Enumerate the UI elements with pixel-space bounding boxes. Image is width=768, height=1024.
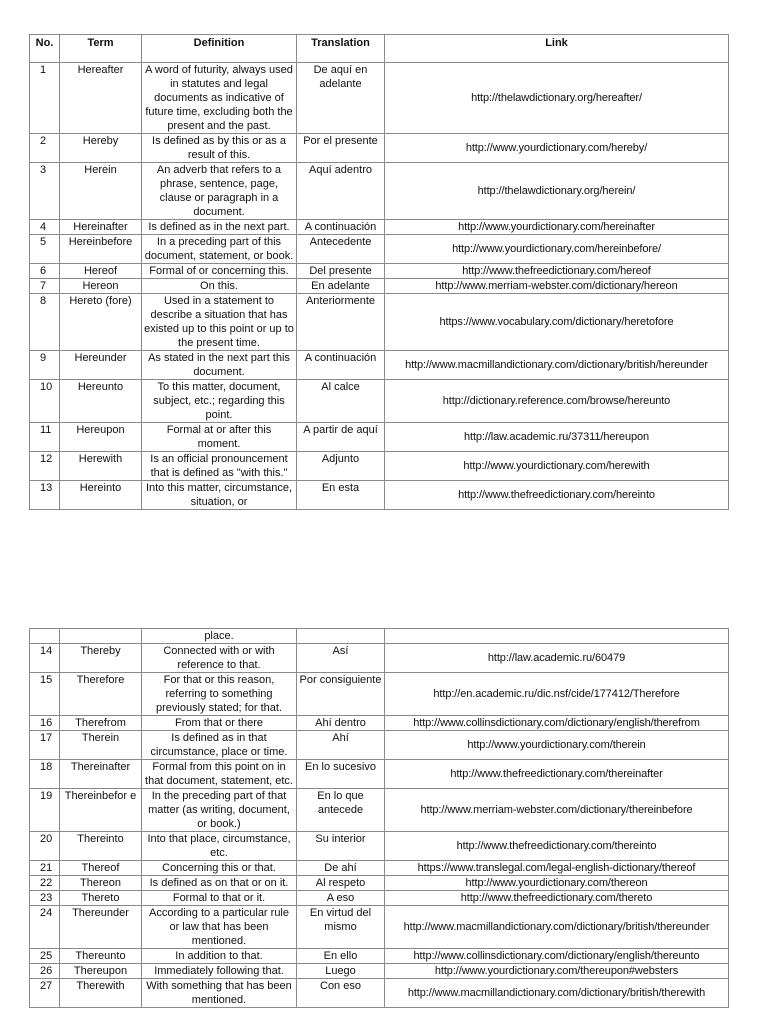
cell-translation: Ahí — [297, 731, 385, 760]
cell-definition: Formal of or concerning this. — [142, 264, 297, 279]
header-term: Term — [60, 35, 142, 63]
cell-no: 16 — [30, 716, 60, 731]
cell-no: 2 — [30, 134, 60, 163]
cell-term: Thereunder — [60, 906, 142, 949]
cell-definition: Formal from this point on in that document, statement, etc. — [142, 760, 297, 789]
table-row — [30, 861, 729, 876]
link-url[interactable]: http://thelawdictionary.org/herein/ — [385, 163, 729, 220]
cell-term: Therewith — [60, 979, 142, 1008]
cell-translation: Por el presente — [297, 134, 385, 163]
cell-term: Thereinafter — [60, 760, 142, 789]
cell-term: Hereunto — [60, 380, 142, 423]
link-url[interactable]: http://www.yourdictionary.com/herewith — [385, 452, 729, 481]
cell-term: Thereon — [60, 876, 142, 891]
cell-no: 3 — [30, 163, 60, 220]
link-url[interactable]: http://www.yourdictionary.com/thereupon#websters — [385, 964, 729, 979]
cell-no: 21 — [30, 861, 60, 876]
cell-definition: Is defined as on that or on it. — [142, 876, 297, 891]
cell-definition: Immediately following that. — [142, 964, 297, 979]
table-row — [30, 906, 729, 949]
cell-definition: In the preceding part of that matter (as writing, document, or book.) — [142, 789, 297, 832]
cell-translation: En esta — [297, 481, 385, 510]
link-url[interactable]: http://www.yourdictionary.com/therein — [385, 731, 729, 760]
cell-definition: Is an official pronouncement that is defined as "with this." — [142, 452, 297, 481]
link-url[interactable]: http://www.yourdictionary.com/hereinbefore/ — [385, 235, 729, 264]
cell-definition: According to a particular rule or law that has been mentioned. — [142, 906, 297, 949]
cell-term: Hereby — [60, 134, 142, 163]
cell-translation: De ahí — [297, 861, 385, 876]
cell-definition: With something that has been mentioned. — [142, 979, 297, 1008]
link-url[interactable]: http://www.merriam-webster.com/dictionary/thereinbefore — [385, 789, 729, 832]
cell-no: 11 — [30, 423, 60, 452]
table-row — [30, 452, 729, 481]
cell-no: 7 — [30, 279, 60, 294]
cell-no: 15 — [30, 673, 60, 716]
table-row — [30, 380, 729, 423]
cell-translation: De aquí en adelante — [297, 63, 385, 134]
cell-no: 9 — [30, 351, 60, 380]
cell-term: Thereupon — [60, 964, 142, 979]
cell-term — [60, 629, 142, 644]
cell-translation: Antecedente — [297, 235, 385, 264]
cell-translation: Por consiguiente — [297, 673, 385, 716]
cell-definition: As stated in the next part this document. — [142, 351, 297, 380]
cell-translation: Del presente — [297, 264, 385, 279]
cell-term: Hereupon — [60, 423, 142, 452]
link-url[interactable]: http://en.academic.ru/dic.nsf/cide/177412/Therefore — [385, 673, 729, 716]
table-row — [30, 832, 729, 861]
cell-definition: Connected with or with reference to that. — [142, 644, 297, 673]
cell-definition: Is defined as by this or as a result of this. — [142, 134, 297, 163]
cell-definition: On this. — [142, 279, 297, 294]
cell-translation: En ello — [297, 949, 385, 964]
table-row — [30, 964, 729, 979]
glossary-table-part-2 — [29, 628, 729, 1008]
cell-translation: Anteriormente — [297, 294, 385, 351]
table-row — [30, 235, 729, 264]
cell-link — [385, 629, 729, 644]
cell-term: Therefrom — [60, 716, 142, 731]
cell-translation: En virtud del mismo — [297, 906, 385, 949]
cell-translation: Luego — [297, 964, 385, 979]
table-row — [30, 163, 729, 220]
cell-definition: Into this matter, circumstance, situation, or — [142, 481, 297, 510]
table-row — [30, 481, 729, 510]
cell-term: Hereinafter — [60, 220, 142, 235]
link-url[interactable]: http://law.academic.ru/37311/hereupon — [385, 423, 729, 452]
cell-definition: Is defined as in the next part. — [142, 220, 297, 235]
cell-term: Thereof — [60, 861, 142, 876]
cell-term: Hereafter — [60, 63, 142, 134]
cell-definition: Into that place, circumstance, etc. — [142, 832, 297, 861]
link-url[interactable]: https://www.translegal.com/legal-english-dictionary/thereof — [385, 861, 729, 876]
cell-no: 18 — [30, 760, 60, 789]
cell-translation — [297, 629, 385, 644]
link-url[interactable]: http://www.thefreedictionary.com/hereof — [385, 264, 729, 279]
cell-no: 5 — [30, 235, 60, 264]
header-definition: Definition — [142, 35, 297, 63]
cell-translation: A eso — [297, 891, 385, 906]
cell-definition: Is defined as in that circumstance, place or time. — [142, 731, 297, 760]
cell-no — [30, 629, 60, 644]
cell-no: 24 — [30, 906, 60, 949]
cell-definition: place. — [142, 629, 297, 644]
header-link: Link — [385, 35, 729, 63]
cell-term: Herewith — [60, 452, 142, 481]
link-url[interactable]: http://www.collinsdictionary.com/dictionary/english/therefrom — [385, 716, 729, 731]
cell-definition: From that or there — [142, 716, 297, 731]
link-url[interactable]: http://www.thefreedictionary.com/hereinto — [385, 481, 729, 510]
link-url[interactable]: http://www.yourdictionary.com/hereinafter — [385, 220, 729, 235]
link-url[interactable]: http://www.thefreedictionary.com/thereto — [385, 891, 729, 906]
cell-term: Thereby — [60, 644, 142, 673]
table-row — [30, 279, 729, 294]
cell-definition: Formal at or after this moment. — [142, 423, 297, 452]
cell-translation: Así — [297, 644, 385, 673]
table-row-continuation — [30, 629, 729, 644]
cell-no: 4 — [30, 220, 60, 235]
table-row — [30, 789, 729, 832]
link-url[interactable]: http://dictionary.reference.com/browse/hereunto — [385, 380, 729, 423]
table-row — [30, 220, 729, 235]
header-translation: Translation — [297, 35, 385, 63]
cell-term: Therefore — [60, 673, 142, 716]
cell-translation: En lo que antecede — [297, 789, 385, 832]
cell-no: 14 — [30, 644, 60, 673]
cell-term: Hereof — [60, 264, 142, 279]
cell-no: 12 — [30, 452, 60, 481]
table-row — [30, 63, 729, 134]
cell-no: 10 — [30, 380, 60, 423]
cell-definition: A word of futurity, always used in statutes and legal documents as indicative of future time, excluding both the present and the past. — [142, 63, 297, 134]
table-row — [30, 423, 729, 452]
table-header-row — [30, 35, 729, 63]
table-row — [30, 264, 729, 279]
link-url[interactable]: http://www.macmillandictionary.com/dictionary/british/hereunder — [385, 351, 729, 380]
cell-definition: In a preceding part of this document, statement, or book. — [142, 235, 297, 264]
cell-no: 19 — [30, 789, 60, 832]
cell-translation: Su interior — [297, 832, 385, 861]
cell-no: 22 — [30, 876, 60, 891]
cell-definition: Formal to that or it. — [142, 891, 297, 906]
link-url[interactable]: http://www.yourdictionary.com/hereby/ — [385, 134, 729, 163]
cell-definition: In addition to that. — [142, 949, 297, 964]
cell-no: 13 — [30, 481, 60, 510]
header-no: No. — [30, 35, 60, 63]
table-row — [30, 731, 729, 760]
cell-no: 8 — [30, 294, 60, 351]
cell-translation: Aquí adentro — [297, 163, 385, 220]
link-url[interactable]: http://www.merriam-webster.com/dictionary/hereon — [385, 279, 729, 294]
cell-term: Hereinto — [60, 481, 142, 510]
cell-no: 27 — [30, 979, 60, 1008]
cell-definition: To this matter, document, subject, etc.; regarding this point. — [142, 380, 297, 423]
cell-translation: Ahí dentro — [297, 716, 385, 731]
cell-definition: For that or this reason, referring to something previously stated; for that. — [142, 673, 297, 716]
cell-translation: Al respeto — [297, 876, 385, 891]
table-row — [30, 351, 729, 380]
link-url[interactable]: http://law.academic.ru/60479 — [385, 644, 729, 673]
link-url[interactable]: http://www.macmillandictionary.com/dictionary/british/thereunder — [385, 906, 729, 949]
cell-no: 1 — [30, 63, 60, 134]
table-row — [30, 979, 729, 1008]
cell-no: 23 — [30, 891, 60, 906]
table-row — [30, 134, 729, 163]
cell-translation: A continuación — [297, 220, 385, 235]
link-url[interactable]: http://www.collinsdictionary.com/dictionary/english/thereunto — [385, 949, 729, 964]
link-url[interactable]: http://thelawdictionary.org/hereafter/ — [385, 63, 729, 134]
cell-no: 20 — [30, 832, 60, 861]
cell-no: 26 — [30, 964, 60, 979]
table-row — [30, 644, 729, 673]
cell-no: 25 — [30, 949, 60, 964]
cell-term: Thereunto — [60, 949, 142, 964]
cell-definition: An adverb that refers to a phrase, sentence, page, clause or paragraph in a document. — [142, 163, 297, 220]
cell-definition: Used in a statement to describe a situation that has existed up to this point or up to the present time. — [142, 294, 297, 351]
table-row — [30, 760, 729, 789]
link-url[interactable]: http://www.yourdictionary.com/thereon — [385, 876, 729, 891]
link-url[interactable]: http://www.thefreedictionary.com/thereinafter — [385, 760, 729, 789]
cell-term: Hereto (fore) — [60, 294, 142, 351]
cell-translation: Adjunto — [297, 452, 385, 481]
link-url[interactable]: http://www.macmillandictionary.com/dictionary/british/therewith — [385, 979, 729, 1008]
cell-term: Hereon — [60, 279, 142, 294]
table-row — [30, 891, 729, 906]
cell-term: Therein — [60, 731, 142, 760]
cell-term: Hereinbefore — [60, 235, 142, 264]
cell-term: Thereto — [60, 891, 142, 906]
cell-definition: Concerning this or that. — [142, 861, 297, 876]
table-row — [30, 876, 729, 891]
cell-translation: En adelante — [297, 279, 385, 294]
cell-translation: Al calce — [297, 380, 385, 423]
cell-translation: A partir de aquí — [297, 423, 385, 452]
table-row — [30, 294, 729, 351]
cell-no: 6 — [30, 264, 60, 279]
cell-term: Thereinbefor e — [60, 789, 142, 832]
table-row — [30, 716, 729, 731]
link-url[interactable]: https://www.vocabulary.com/dictionary/heretofore — [385, 294, 729, 351]
cell-term: Herein — [60, 163, 142, 220]
table-row — [30, 673, 729, 716]
cell-no: 17 — [30, 731, 60, 760]
link-url[interactable]: http://www.thefreedictionary.com/thereinto — [385, 832, 729, 861]
cell-translation: En lo sucesivo — [297, 760, 385, 789]
glossary-table-part-1 — [29, 34, 729, 510]
cell-term: Hereunder — [60, 351, 142, 380]
cell-translation: Con eso — [297, 979, 385, 1008]
cell-translation: A continuación — [297, 351, 385, 380]
table-row — [30, 949, 729, 964]
cell-term: Thereinto — [60, 832, 142, 861]
